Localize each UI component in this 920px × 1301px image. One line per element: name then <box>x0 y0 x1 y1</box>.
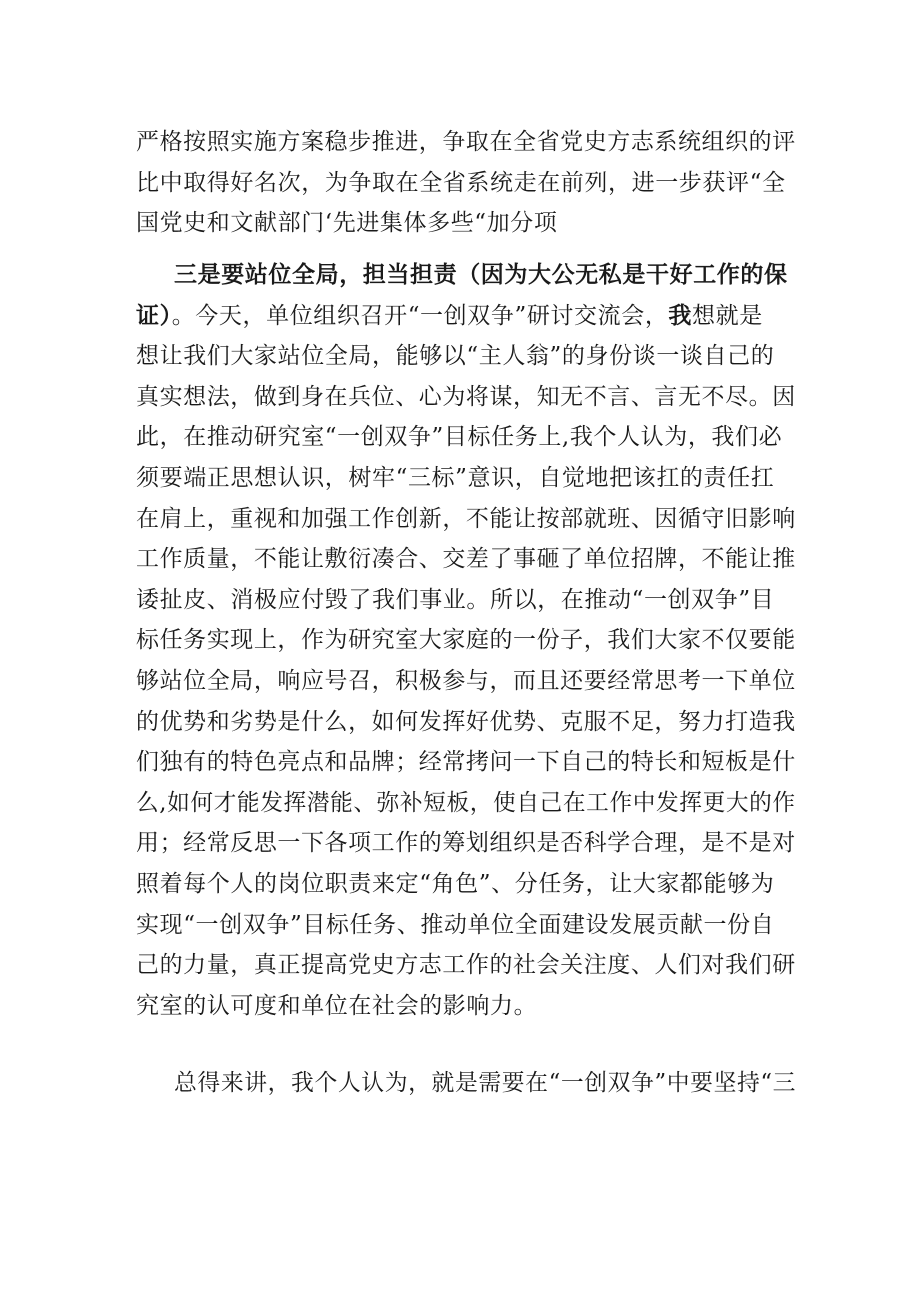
text-line: 严格按照实施方案稳步推进，争取在全省党史方志系统组织的评 <box>136 129 796 155</box>
text-line: 照着每个人的岗位职责来定“角色”、分任务，让大家都能够为 <box>136 870 775 897</box>
paragraph-1 <box>136 122 796 244</box>
text-line: 真实想法，做到身在兵位、心为将谋，知无不言、言无不尽。因 <box>136 383 796 410</box>
text-line: 们独有的特色亮点和品牌；经常拷问一下自己的特长和短板是什 <box>136 749 796 776</box>
heading-continuation: 证） <box>136 301 172 329</box>
text-line: 须要端正思想认识，树牢“三标”意识，自觉地把该扛的责任扛 <box>136 464 775 491</box>
text-line: 总得来讲，我个人认为，就是需要在“一创双争”中要坚持“三 <box>174 1070 797 1096</box>
text-line: 工作质量，不能让敷衍凑合、交差了事砸了单位招牌，不能让推 <box>136 546 796 573</box>
text-line: 实现“一创双争”目标任务、推动单位全面建设发展贡献一份自 <box>136 911 775 938</box>
text-line: 比中取得好名次，为争取在全省系统走在前列，进一步获评“全 <box>136 169 786 196</box>
text-line: 标任务实现上，作为研究室大家庭的一份子，我们大家不仅要能 <box>136 627 796 654</box>
text-line: 用；经常反思一下各项工作的筹划组织是否科学合理，是不是对 <box>136 830 796 857</box>
text-line: 想让我们大家站位全局，能够以“主人翁”的身份谈一谈自己的 <box>136 343 775 370</box>
text-line: 的优势和劣势是什么，如何发挥好优势、克服不足，努力打造我 <box>136 708 796 735</box>
text-line: 诿扯皮、消极应付毁了我们事业。所以，在推动“一创双争”目 <box>136 586 775 613</box>
text-line <box>136 296 796 337</box>
text-line: 么,如何才能发挥潜能、弥补短板，使自己在工作中发挥更大的作 <box>136 789 796 816</box>
text-line: 究室的认可度和单位在社会的影响力。 <box>136 992 538 1019</box>
text-span: 。今天，单位组织召开“一创双争”研讨交流会， <box>171 302 669 329</box>
bold-word: 我 <box>668 301 693 329</box>
text-span: 想就是 <box>692 302 763 329</box>
paragraph-3 <box>136 1063 796 1104</box>
paragraph-heading: 三是要站位全局，担当担责（因为大公无私是干好工作的保 <box>174 261 788 288</box>
text-line: 在肩上，重视和加强工作创新，不能让按部就班、因循守旧影响 <box>136 505 796 532</box>
text-line: 够站位全局，响应号召，积极参与，而且还要经常思考一下单位 <box>136 667 796 694</box>
text-line: 己的力量，真正提高党史方志工作的社会关注度、人们对我们研 <box>136 952 796 979</box>
text-line: 国党史和文献部门‘先进集体多些“加分项 <box>136 210 558 237</box>
paragraph-2 <box>136 255 796 1026</box>
text-line: 此，在推动研究室“一创双争”目标任务上,我个人认为，我们必 <box>136 424 783 451</box>
